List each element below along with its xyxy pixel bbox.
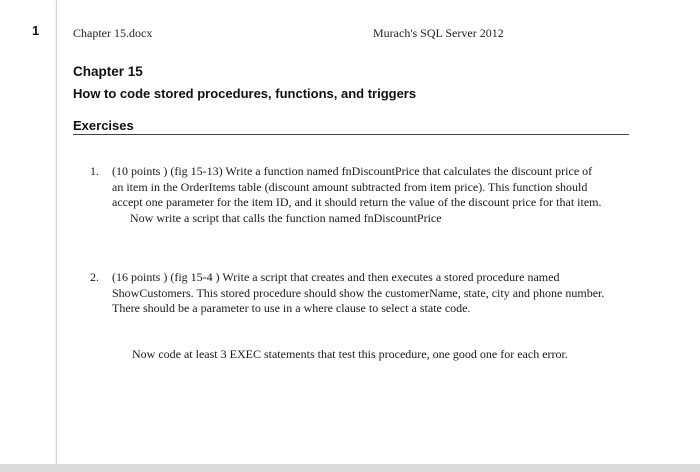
exercise-1-number: 1.	[90, 164, 99, 178]
exercise-2-text: (16 points ) (fig 15-4 ) Write a script that creates and then executes a stored procedure named ShowCustomers. This stored procedure should show the customerName, state, city and phone number. There should be a parameter to use in a where clause to select a state code.	[112, 270, 605, 315]
header-filename: Chapter 15.docx	[73, 26, 153, 40]
document-page	[56, 0, 700, 472]
exercise-2-number: 2.	[90, 270, 99, 284]
exercise-2	[90, 270, 620, 317]
page-number: 1	[32, 23, 40, 38]
left-gutter	[0, 0, 56, 472]
chapter-label: Chapter 15	[73, 64, 143, 79]
exercise-2-followup: Now code at least 3 EXEC statements that test this procedure, one good one for each error.	[132, 347, 568, 361]
exercise-2-body	[112, 270, 606, 317]
header-book-title: Murach's SQL Server 2012	[373, 26, 504, 40]
exercise-1-body	[112, 164, 606, 226]
exercise-1-text: (10 points ) (fig 15-13) Write a function named fnDiscountPrice that calculates the discount price of an item in the OrderItems table (discount amount subtracted from item price). This function should accept one parameter for the item ID, and it should return the value of the discount price for that item.	[112, 164, 602, 209]
chapter-title: How to code stored procedures, functions, and triggers	[73, 86, 417, 101]
exercise-1	[90, 164, 620, 226]
exercises-heading: Exercises	[73, 118, 629, 135]
page-bottom-edge	[0, 464, 700, 472]
exercise-1-followup: Now write a script that calls the function named fnDiscountPrice	[130, 210, 442, 225]
